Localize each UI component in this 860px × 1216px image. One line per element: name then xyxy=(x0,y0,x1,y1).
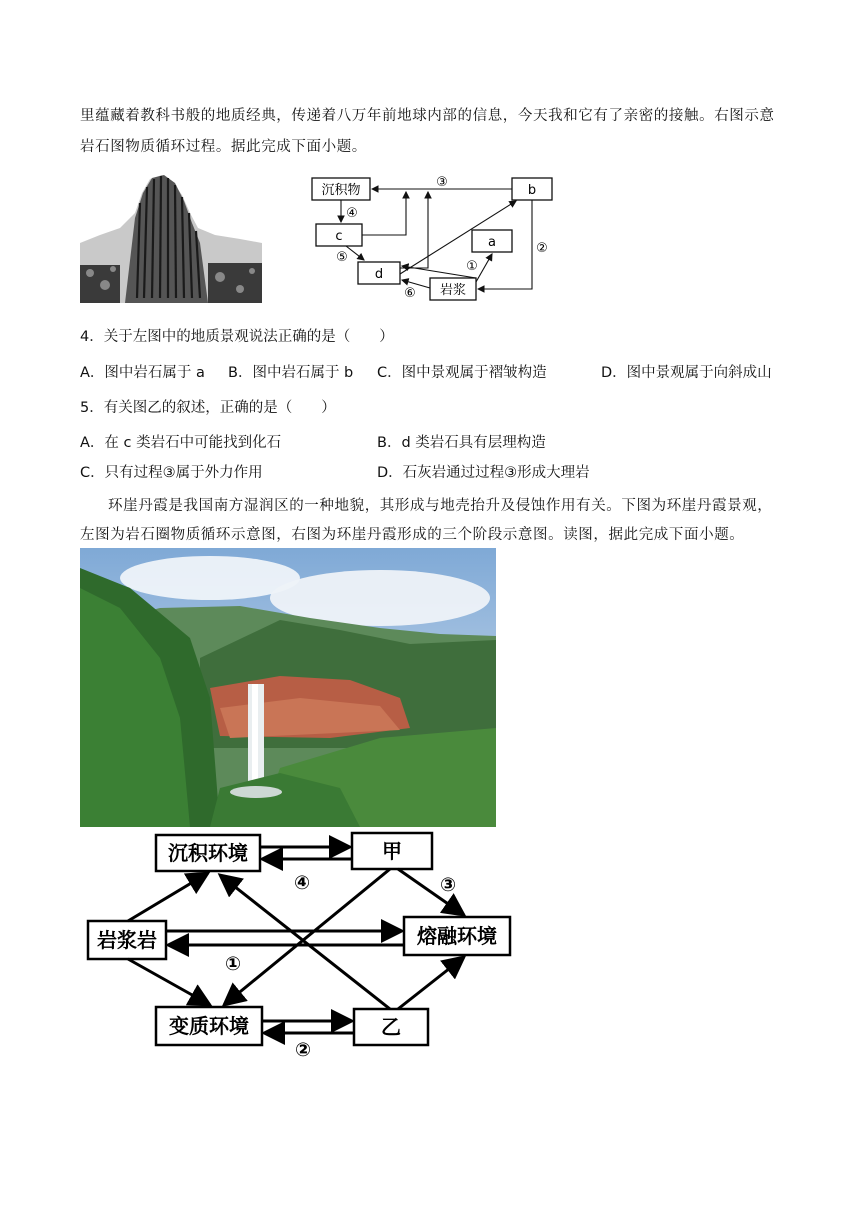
passage2-line1: 环崖丹霞是我国南方湿润区的一种地貌，其形成与地壳抬升及侵蚀作用有关。下图为环崖丹霞景观， xyxy=(108,498,773,514)
rock-cycle-diagram-2 xyxy=(80,827,516,1057)
arrow-magma-to-d-2 xyxy=(402,266,476,278)
process-3-label: ③ xyxy=(436,175,448,190)
b-label: b xyxy=(527,183,537,198)
arrow-yi-to-melt xyxy=(398,957,464,1009)
c-label: c xyxy=(335,229,343,244)
process-4-label: ④ xyxy=(293,872,311,894)
process-2-label: ② xyxy=(294,1039,312,1057)
danxia-landscape-photo xyxy=(80,548,496,827)
process-1-label: ① xyxy=(224,953,242,975)
arrow-c-to-d xyxy=(346,246,364,260)
yi-label: 乙 xyxy=(381,1015,401,1039)
process-6-label: ⑥ xyxy=(404,286,416,301)
process-3-label: ③ xyxy=(439,874,457,896)
question-5-stem: 5．有关图乙的叙述，正确的是（ ） xyxy=(80,400,336,416)
process-1-label: ① xyxy=(466,259,478,274)
basalt-columns-image xyxy=(80,173,262,303)
q5-option-c[interactable]: C．只有过程③属于外力作用 xyxy=(80,465,263,481)
question-4-stem: 4．关于左图中的地质景观说法正确的是（ ） xyxy=(80,329,394,345)
q4-option-b[interactable]: B．图中岩石属于 b xyxy=(228,365,354,381)
process-2-label: ② xyxy=(536,241,548,256)
q5-option-d[interactable]: D．石灰岩通过过程③形成大理岩 xyxy=(377,465,590,481)
arrow-d-to-sediment xyxy=(400,192,428,268)
q4-option-c[interactable]: C．图中景观属于褶皱构造 xyxy=(377,365,547,381)
magma-label: 岩浆 xyxy=(439,283,467,298)
jia-label: 甲 xyxy=(382,839,402,863)
rock-cycle-diagram-1 xyxy=(306,170,556,304)
q4-option-a[interactable]: A．图中岩石属于 a xyxy=(80,365,205,381)
passage2-line2: 左图为岩石圈物质循环示意图，右图为环崖丹霞形成的三个阶段示意图。读图，据此完成下面小题。 xyxy=(80,527,745,543)
q4-option-d[interactable]: D．图中景观属于向斜成山 xyxy=(601,365,772,381)
d-label: d xyxy=(374,267,384,282)
arrow-magma-to-a xyxy=(476,254,492,282)
process-4-label: ④ xyxy=(346,206,358,221)
a-label: a xyxy=(488,235,496,250)
q5-option-b[interactable]: B．d 类岩石具有层理构造 xyxy=(377,435,546,451)
passage1-line2: 岩石图物质循环过程。据此完成下面小题。 xyxy=(80,139,367,155)
meta-env-label: 变质环境 xyxy=(169,1014,249,1038)
arrow-magmatic-to-sediment xyxy=(128,873,208,921)
sediment-env-label: 沉积环境 xyxy=(168,841,248,865)
melt-env-label: 熔融环境 xyxy=(417,924,497,948)
arrow-magmatic-to-meta xyxy=(128,959,210,1005)
q5-option-a[interactable]: A．在 c 类岩石中可能找到化石 xyxy=(80,435,282,451)
process-5-label: ⑤ xyxy=(336,250,348,265)
sediment-label: 沉积物 xyxy=(321,183,361,198)
magmatic-rock-label: 岩浆岩 xyxy=(97,928,157,952)
passage1-line1: 里蕴藏着教科书般的地质经典，传递着八万年前地球内部的信息，今天我和它有了亲密的接触。右图示意 xyxy=(80,108,775,124)
